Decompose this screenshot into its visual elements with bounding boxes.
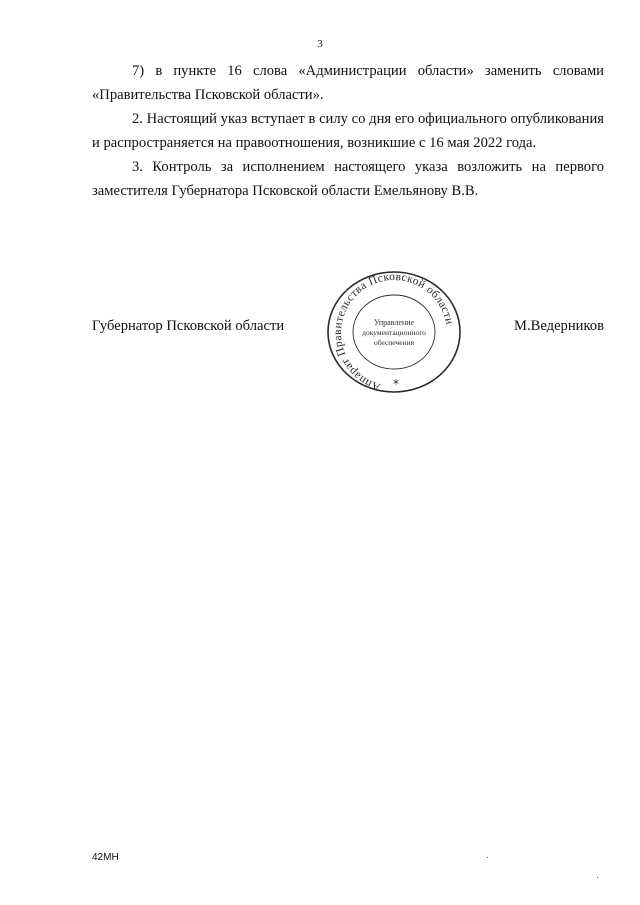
document-body [92,60,604,204]
footer-code: 42МН [92,852,119,863]
paragraph-item-7: 7) в пункте 16 слова «Администрации области» заменить словами «Правительства Псковской области». [92,63,604,103]
scan-speck [487,857,488,858]
official-seal [323,269,465,395]
seal-ring-textpath: Аппарат Правительства Псковской области [331,270,456,394]
signer-title: Губернатор Псковской области [92,318,285,334]
paragraph-item-3: 3. Контроль за исполнением настоящего указа возложить на первого заместителя Губернатора Псковской области Емельянову В.В. [92,159,604,199]
seal-center-line-2: документационного [362,328,426,337]
paragraph-item-2: 2. Настоящий указ вступает в силу со дня его официального опубликования и распространяется на правоотношения, возникшие с 16 мая 2022 года. [92,111,604,151]
scan-speck [597,877,598,878]
seal-center-line-1: Управление [373,318,415,327]
seal-center-line-3: обеспечения [373,338,415,347]
signer-name: М.Ведерников [514,318,604,334]
seal-star: * [393,377,399,391]
page-number: 3 [317,38,323,50]
